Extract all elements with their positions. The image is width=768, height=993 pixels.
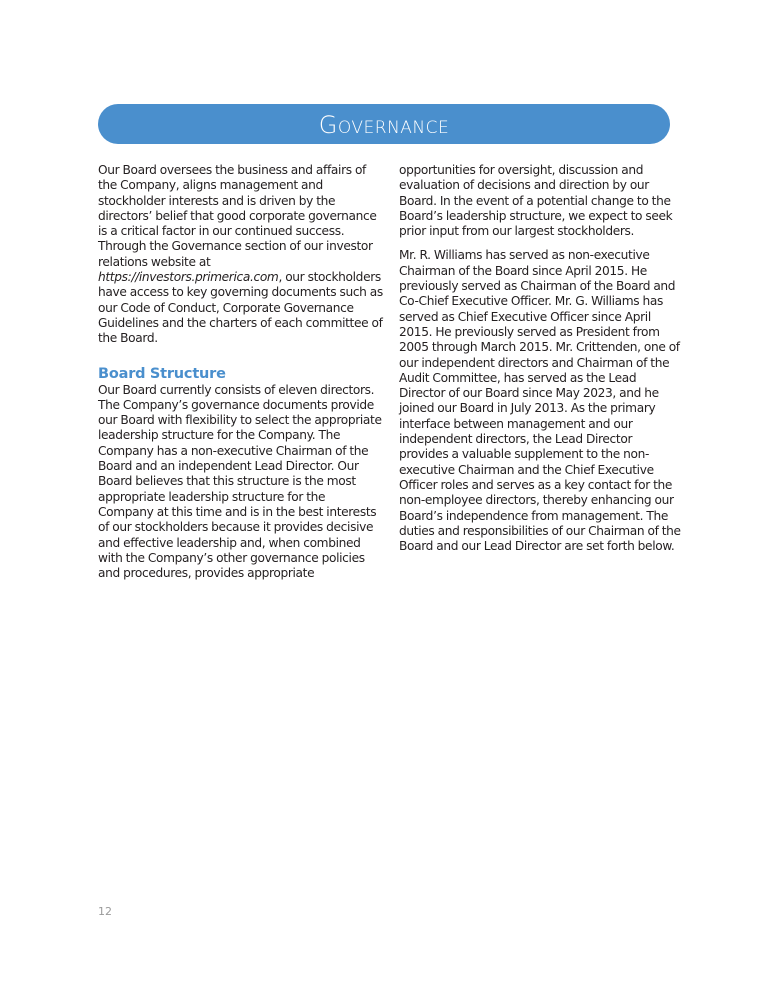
continued-paragraph: opportunities for oversight, discussion and evaluation of decisions and direction by our Board. In the event of a potential change to the Board’s leadership structure, we expect to seek prior input from our largest stockholders. — [399, 163, 673, 239]
intro-text-before-link: Our Board oversees the business and affairs of the Company, aligns management and stockholder interests and is driven by the directors’ belief that good corporate governance is a critical factor in our continued success. Through the Governance section of our investor relations website at — [98, 163, 377, 269]
section-banner — [98, 104, 670, 144]
board-structure-heading: Board Structure — [98, 365, 226, 382]
section-title: Governance — [318, 111, 450, 139]
leadership-paragraph: Mr. R. Williams has served as non-executive Chairman of the Board since April 2015. He previously served as Chairman of the Board and Co-Chief Executive Officer. Mr. G. Williams has served as Chief Executive Officer since April 2015. He previously served as President from 2005 through March 2015. Mr. Crittenden, one of our independent directors and Chairman of the Audit Committee, has served as the Lead Director of our Board since May 2023, and he joined our Board in July 2013. As the primary interface between management and our independent directors, the Lead Director provides a valuable supplement to the non-executive Chairman and the Chief Executive Officer roles and serves as a key contact for the non-employee directors, thereby enhancing our Board’s independence from management. The duties and responsibilities of our Chairman of the Board and our Lead Director are set forth below. — [399, 248, 681, 554]
left-column — [98, 163, 383, 581]
intro-text-after-link: , our stockholders have access to key governing documents such as our Code of Conduct, Corporate Governance Guidelines and the charters of each committee of the Board. — [98, 270, 383, 346]
board-structure-paragraph: Our Board currently consists of eleven directors. The Company’s governance documents provide our Board with flexibility to select the appropriate leadership structure for the Company. The Company has a non-executive Chairman of the Board and an independent Lead Director. Our Board believes that this structure is the most appropriate leadership structure for the Company at this time and is in the best interests of our stockholders because it provides decisive and effective leadership and, when combined with the Company’s other governance policies and procedures, provides appropriate — [98, 382, 382, 581]
page-number: 12 — [98, 905, 112, 918]
right-column — [399, 163, 684, 554]
intro-paragraph — [98, 163, 383, 347]
investor-relations-link[interactable]: https://investors.primerica.com — [98, 270, 279, 285]
